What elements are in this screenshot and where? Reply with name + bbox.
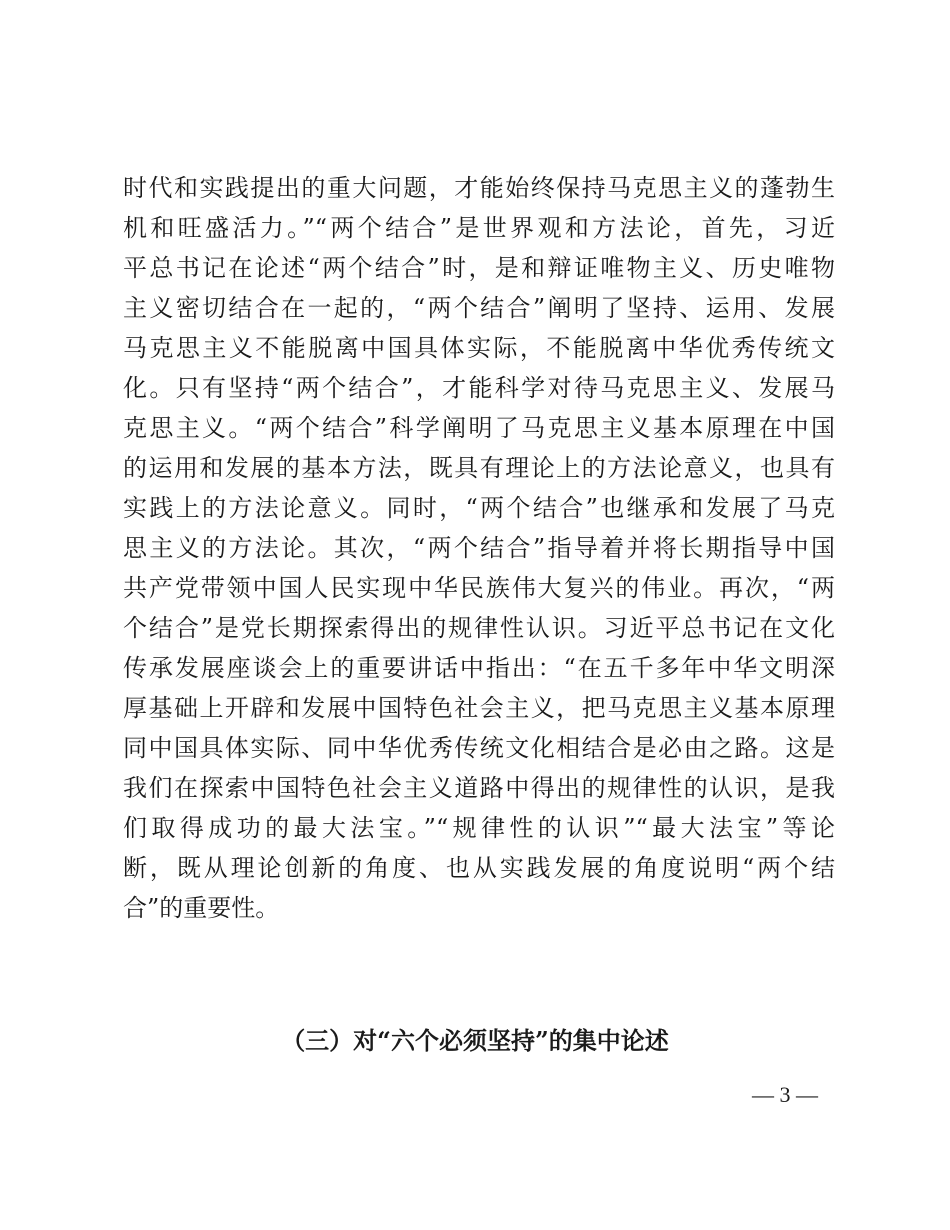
body-paragraph xyxy=(123,168,835,928)
paragraph-line: 克思主义。“两个结合”科学阐明了马克思主义基本原理在中国 xyxy=(123,414,835,442)
paragraph-line: 马克思主义不能脱离中国具体实际，不能脱离中华优秀传统文 xyxy=(123,334,835,362)
paragraph-line: 思主义的方法论。其次，“两个结合”指导着并将长期指导中国 xyxy=(123,534,835,562)
section-heading: （三）对“六个必须坚持”的集中论述 xyxy=(281,1026,669,1055)
paragraph-line: 的运用和发展的基本方法，既具有理论上的方法论意义，也具有 xyxy=(123,454,835,482)
paragraph-line: 平总书记在论述“两个结合”时，是和辩证唯物主义、历史唯物 xyxy=(123,254,835,282)
page-number: — 3 — xyxy=(752,1082,818,1107)
paragraph-line: 个结合”是党长期探索得出的规律性认识。习近平总书记在文化 xyxy=(123,614,835,642)
paragraph-line: 厚基础上开辟和发展中国特色社会主义，把马克思主义基本原理 xyxy=(123,694,835,722)
paragraph-line: 传承发展座谈会上的重要讲话中指出：“在五千多年中华文明深 xyxy=(123,654,835,682)
paragraph-line: 化。只有坚持“两个结合”，才能科学对待马克思主义、发展马 xyxy=(123,374,835,402)
paragraph-line: 我们在探索中国特色社会主义道路中得出的规律性的认识，是我 xyxy=(123,774,835,802)
paragraph-line: 时代和实践提出的重大问题，才能始终保持马克思主义的蓬勃生 xyxy=(123,174,835,202)
paragraph-line: 主义密切结合在一起的，“两个结合”阐明了坚持、运用、发展 xyxy=(123,294,835,322)
paragraph-line: 断，既从理论创新的角度、也从实践发展的角度说明“两个结 xyxy=(123,854,835,882)
paragraph-line: 机和旺盛活力。”“两个结合”是世界观和方法论，首先，习近 xyxy=(123,214,835,242)
paragraph-line: 实践上的方法论意义。同时，“两个结合”也继承和发展了马克 xyxy=(123,494,835,522)
paragraph-line: 共产党带领中国人民实现中华民族伟大复兴的伟业。再次，“两 xyxy=(123,574,835,602)
paragraph-line: 们取得成功的最大法宝。”“规律性的认识”“最大法宝”等论 xyxy=(123,814,835,842)
paragraph-line: 同中国具体实际、同中华优秀传统文化相结合是必由之路。这是 xyxy=(123,734,835,762)
paragraph-line: 合”的重要性。 xyxy=(123,894,280,922)
